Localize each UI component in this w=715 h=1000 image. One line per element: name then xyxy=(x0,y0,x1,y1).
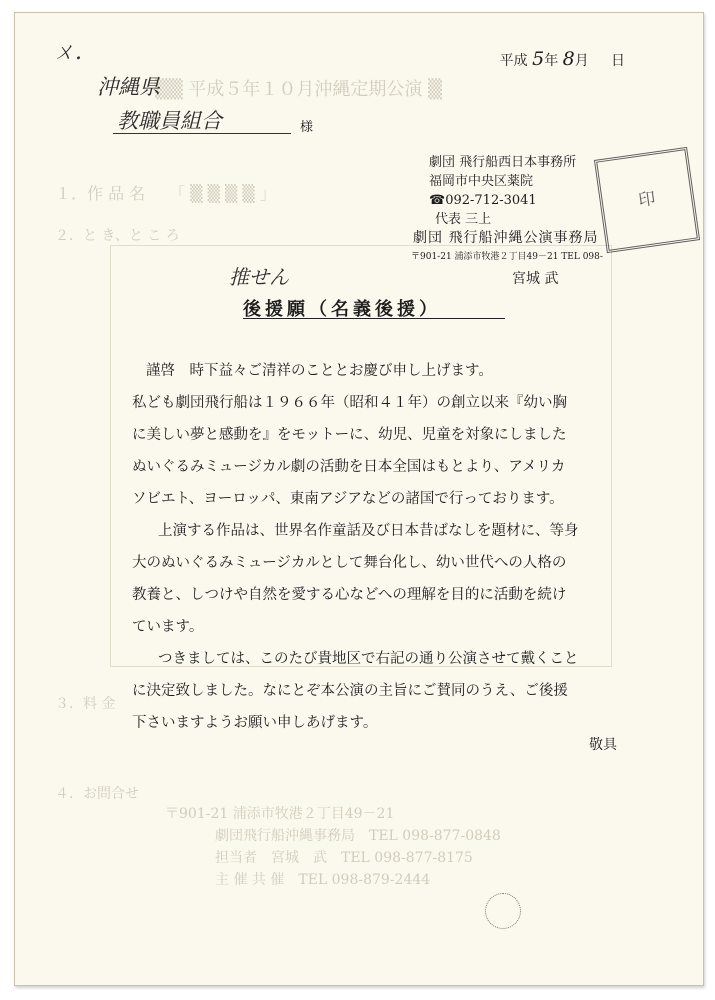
show-through-text: 劇団飛行船沖縄事務局 TEL 098-877-0848 xyxy=(215,828,501,844)
recommend-note: 推せん xyxy=(229,265,289,289)
faint-stamp-mark xyxy=(485,893,521,929)
letter-date: 平成 5年 8月 日 xyxy=(499,48,625,70)
show-through-text: ３．料 金 xyxy=(55,696,116,712)
company-seal: 印 xyxy=(594,147,700,253)
body-line: 大のぬいぐるみミュージカルとして舞台化し、幼い世代への人格の xyxy=(132,555,567,571)
recipient-line2: 教職員組合 xyxy=(117,109,222,133)
show-through-text: １．作 品 名 「 ▒ ▒ ▒ ▒ 」 xyxy=(55,184,276,203)
body-line: ぬいぐるみミュージカル劇の活動を日本全国はもとより、アメリカ xyxy=(132,459,566,475)
handwritten-mark: ㄨ. xyxy=(53,40,82,65)
show-through-text: 〒901-21 浦添市牧港２丁目49－21 xyxy=(165,806,395,822)
recipient-honorific: 様 xyxy=(300,120,314,135)
document-title: 後援願（名義後援） xyxy=(243,299,441,320)
body-line: 教養と、しつけや自然を愛する心などへの理解を目的に活動を続け xyxy=(132,587,567,603)
sender-office: 劇団 飛行船西日本事務所 xyxy=(429,155,577,170)
letter-page xyxy=(14,12,704,986)
body-line: 謹啓 時下益々ご清祥のこととお慶び申し上げます。 xyxy=(146,363,493,379)
sender-phone: ☎092-712-3041 xyxy=(429,193,537,208)
show-through-text: 主 催 共 催 TEL 098-879-2444 xyxy=(215,872,431,888)
show-through-text: ４．お問合せ xyxy=(55,786,139,802)
sender-okinawa-address: 〒901-21 浦添市牧港２丁目49－21 TEL 098- xyxy=(411,252,603,262)
recipient-underline xyxy=(113,133,291,134)
body-line: ています。 xyxy=(132,619,204,635)
body-line: つきましては、このたび貴地区で右記の通り公演させて戴くこと xyxy=(158,651,579,667)
body-line: 上演する作品は、世界名作童話及び日本昔ばなしを題材に、等身 xyxy=(158,523,579,539)
sender-block xyxy=(411,153,603,267)
show-through-text: ▒▒ 平成５年１０月沖縄定期公演 ▒ xyxy=(155,79,442,100)
sender-okinawa-office: 劇団 飛行船沖縄公演事務局 xyxy=(413,230,599,246)
body-line: 下さいますようお願い申しあげます。 xyxy=(132,715,378,731)
body-line: ソビエト、ヨーロッパ、東南アジアなどの諸国で行っております。 xyxy=(132,491,564,507)
show-through-text: 担当者 宮城 武 TEL 098-877-8175 xyxy=(215,850,473,866)
representative-name: 宮城 武 xyxy=(512,271,559,287)
show-through-text: ２．と き、と こ ろ xyxy=(55,228,180,244)
closing-word: 敬具 xyxy=(589,737,617,753)
date-month: 8 xyxy=(562,48,575,70)
date-year: 5 xyxy=(532,48,545,70)
recipient-line1: 沖縄県 xyxy=(97,75,160,99)
title-underline xyxy=(243,318,505,319)
body-line: に美しい夢と感動を』をモットーに、幼児、児童を対象にしました xyxy=(132,427,567,443)
letter-body xyxy=(132,355,652,739)
sender-representative: 代表 三上 xyxy=(435,212,492,227)
body-line: 私ども劇団飛行船は１９６６年（昭和４１年）の創立以来『幼い胸 xyxy=(132,395,567,411)
sender-address: 福岡市中央区薬院 xyxy=(429,174,534,189)
body-line: に決定致しました。なにとぞ本公演の主旨にご賛同のうえ、ご後援 xyxy=(132,683,568,699)
